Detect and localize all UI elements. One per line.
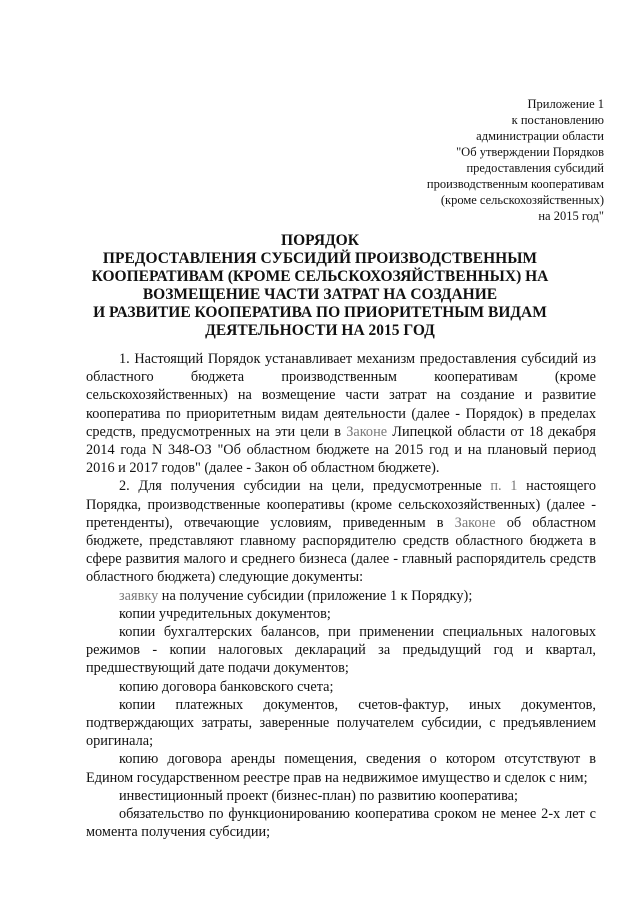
list-item-application [86,587,596,605]
paragraph-text: копии платежных документов, счетов-фактур, иных документов, подтверждающих затраты, заверенные получателем субсидии, с предъявлением оригинала; [86,696,596,750]
list-item-founding-documents [86,605,596,623]
paragraph-text: Липецкой области от 18 декабря 2014 года N 348-ОЗ "Об областном бюджете на 2015 год и на плановый период 2016 и 2017 годов" (далее - Закон об областном бюджете). [86,423,596,477]
title-line: И РАЗВИТИЕ КООПЕРАТИВА ПО ПРИОРИТЕТНЫМ ВИДАМ [93,304,547,321]
paragraph-text: об областном бюджете, представляют главному распорядителю средств областного бюджета в сфере развития малого и среднего бизнеса (далее - главный распорядитель средств областного бюджета) следующие документы: [86,514,596,586]
paragraph-text: копии бухгалтерских балансов, при применении специальных налоговых режимов - копии налоговых деклараций за предыдущий год и квартал, предшествующий дате подачи документов; [86,624,596,677]
paragraph-2 [86,477,596,586]
appendix-header [304,96,604,224]
document-body [86,350,596,841]
title-line: ВОЗМЕЩЕНИЕ ЧАСТИ ЗАТРАТ НА СОЗДАНИЕ [142,286,498,303]
list-item-bank-contract [86,678,596,696]
reference-link[interactable]: п. 1 [490,478,518,495]
appendix-line: предоставления субсидий [466,161,604,175]
list-item-accounting-balances [86,623,596,678]
paragraph-text: обязательство по функционированию кооператива сроком не менее 2-х лет с момента получения субсидии; [86,806,596,841]
title-line: КООПЕРАТИВАМ (КРОМЕ СЕЛЬСКОХОЗЯЙСТВЕННЫХ) НА [91,268,549,285]
list-item-payment-documents [86,696,596,751]
paragraph-text: на получение субсидии (приложение 1 к Порядку); [158,587,473,604]
paragraph-1 [86,350,596,477]
appendix-line: администрации области [476,129,604,143]
list-item-obligation [86,805,596,841]
title-heading: ПОРЯДОК [281,232,359,249]
appendix-line: (кроме сельскохозяйственных) [440,193,604,207]
title-line: ПРЕДОСТАВЛЕНИЯ СУБСИДИЙ ПРОИЗВОДСТВЕННЫМ [102,250,538,267]
appendix-line: производственным кооперативам [426,177,604,191]
paragraph-text: копию договора аренды помещения, сведения о котором отсутствуют в Едином государственном реестре прав на недвижимое имущество и сделок с ним; [86,751,596,786]
appendix-line: Приложение 1 [527,97,604,111]
paragraph-text: 2. Для получения субсидии на цели, предусмотренные [119,478,491,495]
paragraph-text: инвестиционный проект (бизнес-план) по развитию кооператива; [119,787,518,804]
document-title [70,232,570,340]
appendix-line: на 2015 год" [538,209,604,223]
paragraph-text: настоящего Порядка, производственные кооперативы (кроме сельскохозяйственных) (далее - претенденты), отвечающие условиям, приведенным в [86,478,596,531]
paragraph-text: копию договора банковского счета; [119,678,334,695]
list-item-lease-contract [86,750,596,786]
list-item-investment-project [86,787,596,805]
paragraph-text: 1. Настоящий Порядок устанавливает механизм предоставления субсидий из областного бюджета производственным кооперативам (кроме сельскохозяйственных) на возмещение части затрат на создание и развитие кооператива по приоритетным видам деятельности (далее - Порядок) в пределах средств, предусмотренных на эти цели в [86,351,596,440]
reference-link[interactable]: заявку [119,587,159,604]
title-line: ДЕЯТЕЛЬНОСТИ НА 2015 ГОД [205,322,435,339]
paragraph-text: копии учредительных документов; [119,605,331,622]
appendix-line: "Об утверждении Порядков [456,145,604,159]
reference-link[interactable]: Законе [454,514,496,531]
reference-link[interactable]: Законе [346,423,388,440]
appendix-line: к постановлению [511,113,604,127]
